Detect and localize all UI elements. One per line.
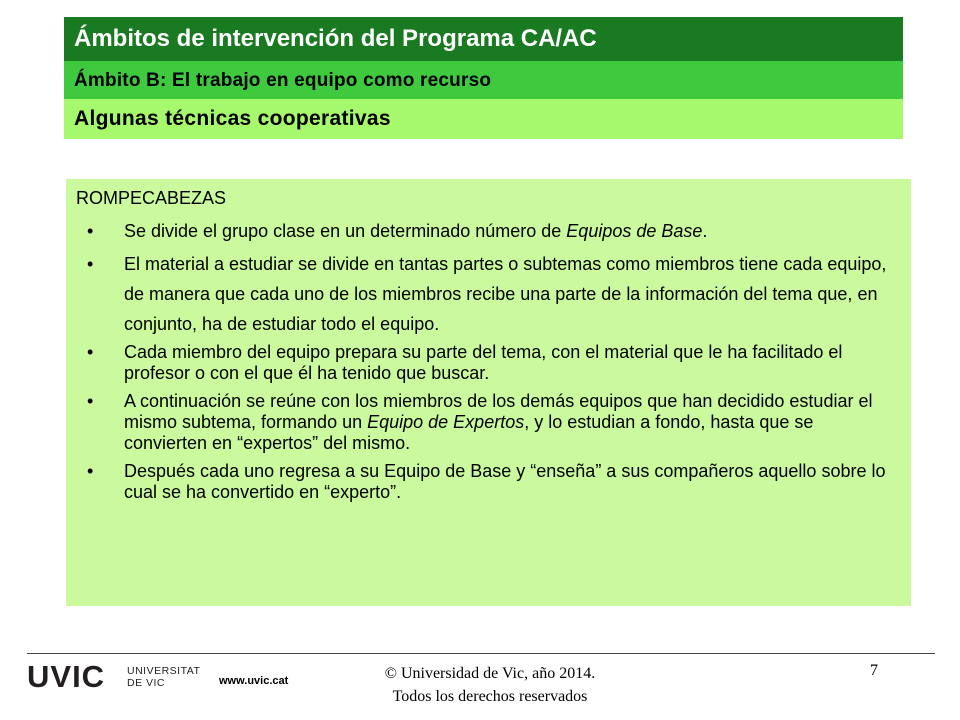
svg-text:UVIC: UVIC [27,661,106,691]
footer-divider [27,653,935,654]
copyright-notice [340,662,640,708]
bullet-list [76,216,897,503]
technique-title: ROMPECABEZAS [76,188,227,208]
svg-text:UNIVERSITAT: UNIVERSITAT [127,665,201,677]
list-item [76,461,897,503]
list-item [76,391,897,454]
bullet-text: El material a estudiar se divide en tantas partes o subtemas como miembros tiene cada equipo, de manera que cada uno de los miembros recibe una parte de la información del tema que, en conjunto, ha de estudiar todo el equipo. [124,254,887,334]
content-box [66,179,911,606]
bullet-text: , y lo estudian a fondo, hasta que se convierten en “expertos” del mismo. [124,412,814,453]
svg-text:DE VIC: DE VIC [127,677,166,689]
bullet-text: Se divide el grupo clase en un determinado número de [124,221,567,241]
uvic-logo [27,661,217,691]
page-number: 7 [870,662,878,679]
bullet-icon: • [87,254,94,274]
list-item [76,216,897,246]
bullet-icon: • [87,391,94,411]
bullet-text: . [702,221,708,241]
bullet-icon: • [87,342,94,362]
website-link[interactable]: www.uvic.cat [219,675,289,687]
copyright-line: © Universidad de Vic, año 2014. [384,665,596,682]
bullet-text: Después cada uno regresa a su Equipo de Base y “enseña” a sus compañeros aquello sobre lo cual se ha convertido en “experto”. [124,461,886,502]
bullet-emphasis: Equipos de Base [566,221,703,241]
page-subtitle: Ámbito B: El trabajo en equipo como recurso [64,61,903,99]
section-heading: Algunas técnicas cooperativas [64,99,903,139]
copyright-line: Todos los derechos reservados [392,688,588,705]
bullet-emphasis: Equipo de Expertos [367,412,525,432]
bullet-text: A continuación se reúne con los miembros de los demás equipos que han decidido estudiar el mismo subtema, formando un [124,391,873,432]
bullet-text: Cada miembro del equipo prepara su parte del tema, con el material que le ha facilitado el profesor o con el que él ha tenido que buscar. [124,342,843,383]
page-title: Ámbitos de intervención del Programa CA/AC [64,17,903,61]
list-item [76,249,897,339]
bullet-icon: • [87,221,94,241]
list-item [76,342,897,384]
bullet-icon: • [87,461,94,481]
